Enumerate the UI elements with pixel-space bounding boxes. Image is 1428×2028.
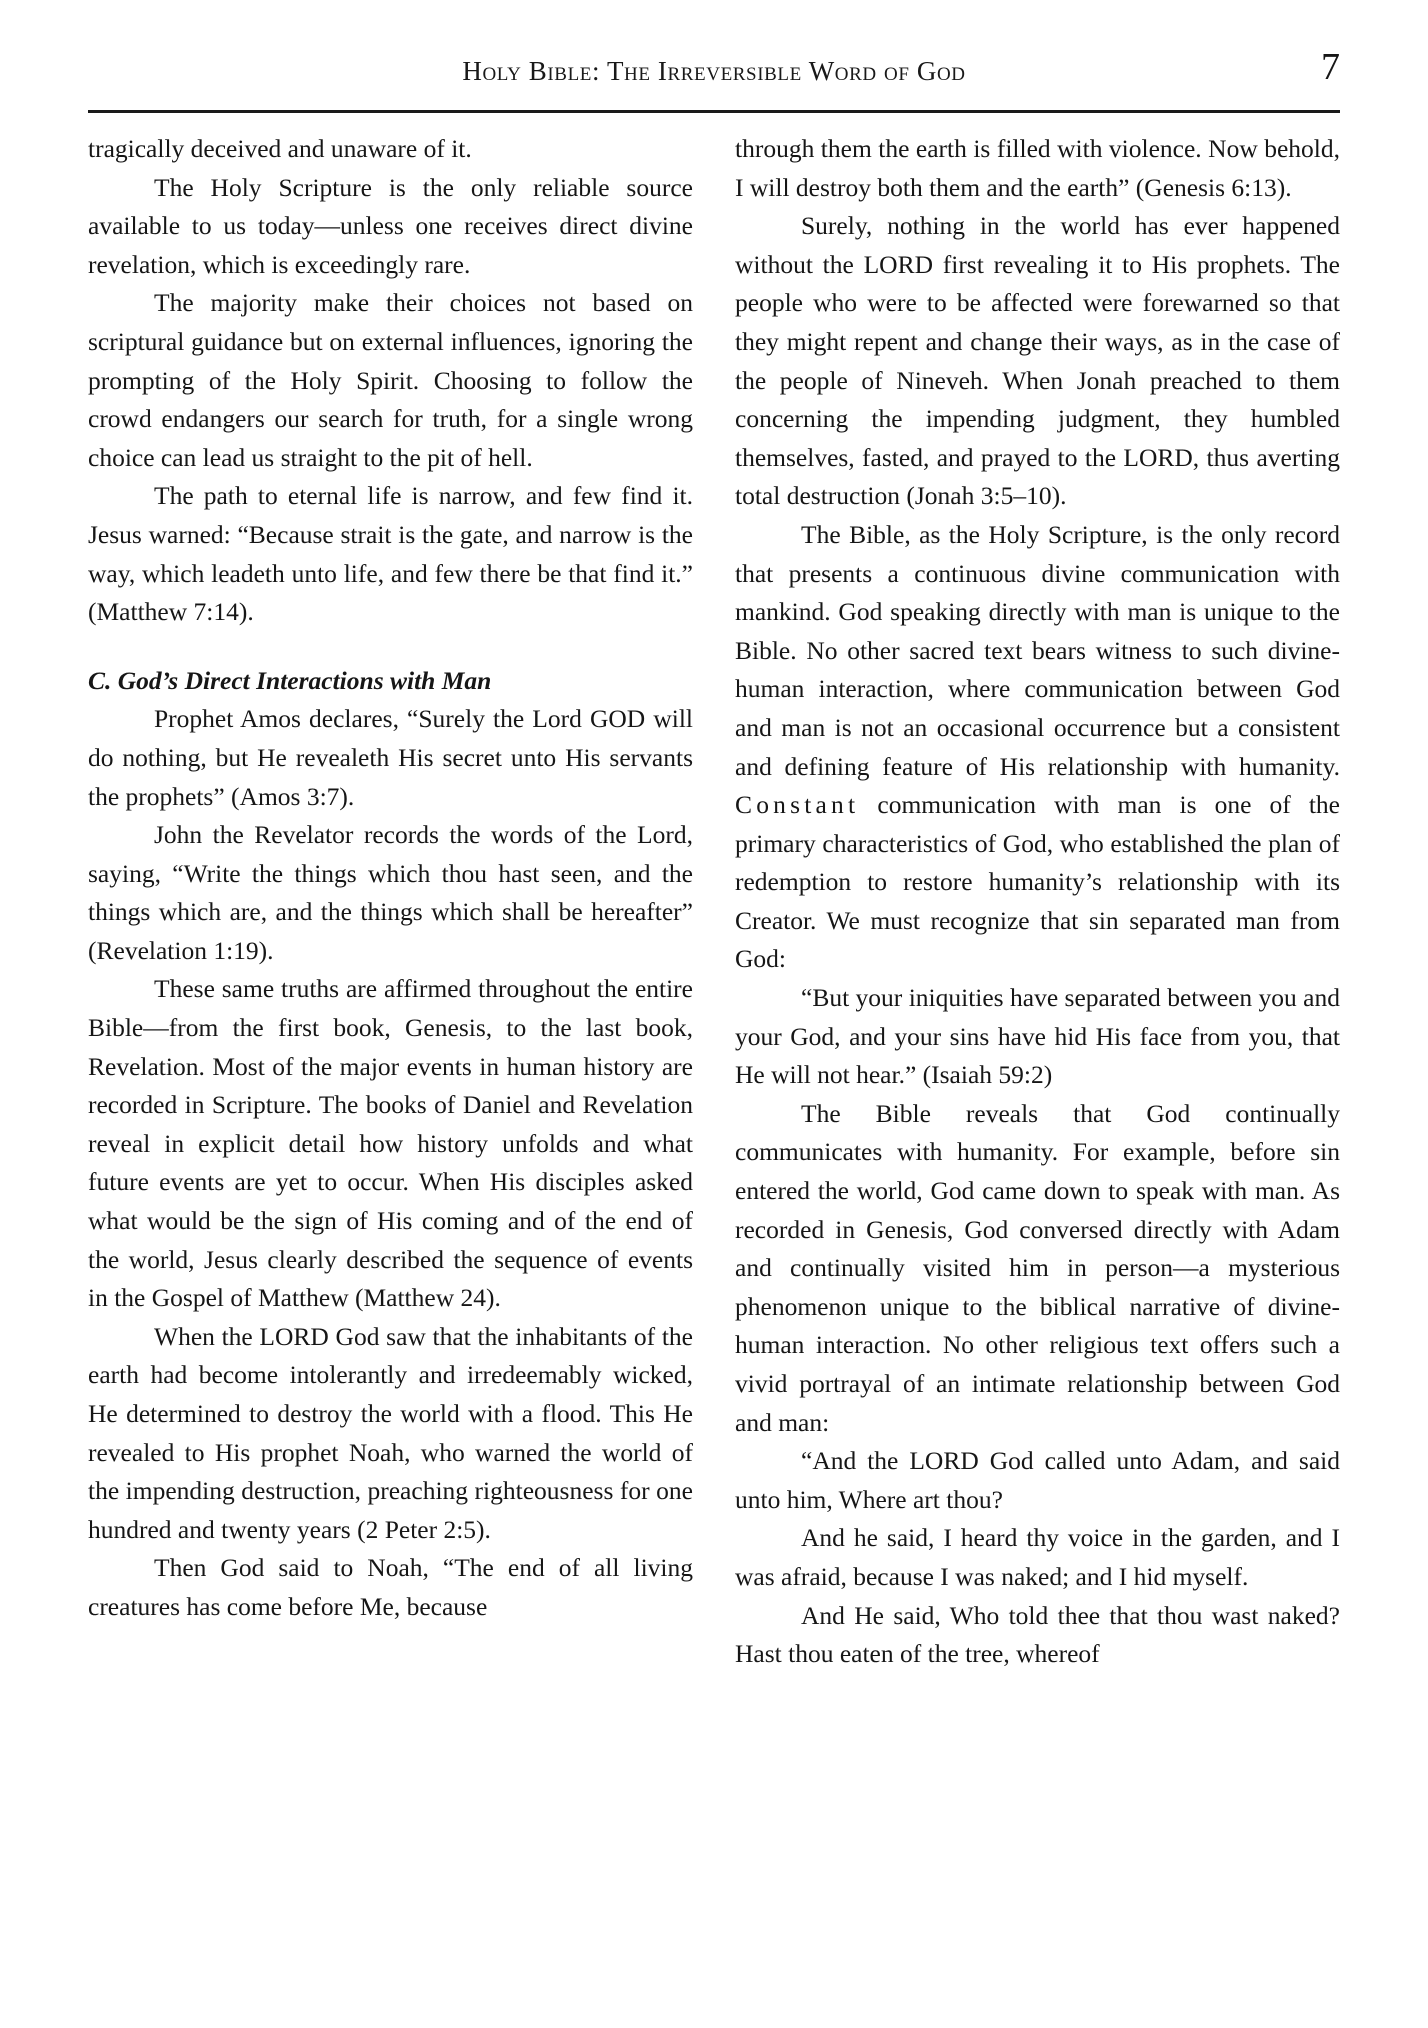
paragraph: The Holy Scripture is the only reliable source available to us today—unless one receives direct divine revelation, which is exceedingly rare.: [88, 172, 693, 279]
paragraph: tragically deceived and unaware of it.: [88, 134, 472, 163]
header-rule: [88, 110, 1340, 113]
paragraph: through them the earth is filled with violence. Now behold, I will destroy both them and the earth” (Genesis 6:13).: [735, 134, 1340, 202]
column-left: [88, 130, 693, 1968]
paragraph: Then God said to Noah, “The end of all living creatures has come before Me, because: [88, 1553, 693, 1621]
paragraph: When the LORD God saw that the inhabitants of the earth had become intolerantly and irredeemably wicked, He determined to destroy the world with a flood. This He revealed to His prophet Noah, who warned the world of the impending destruction, preaching righteousness for one hundred and twenty years (2 Peter 2:5).: [88, 1321, 693, 1544]
paragraph: “But your iniquities have separated between you and your God, and your sins have hid His face from you, that He will not hear.” (Isaiah 59:2): [735, 983, 1340, 1090]
paragraph: Surely, nothing in the world has ever happened without the LORD first revealing it to His prophets. The people who were to be affected were forewarned so that they might repent and change their ways, as in the case of the people of Nineveh. When Jonah preached to them concerning the impending judgment, they humbled themselves, fasted, and prayed to the LORD, thus averting total destruction (Jonah 3:5–10).: [735, 211, 1340, 511]
paragraph: “And the LORD God called unto Adam, and said unto him, Where art thou?: [735, 1446, 1340, 1514]
paragraph: John the Revelator records the words of the Lord, saying, “Write the things which thou hast seen, and the things which are, and the things which shall be hereafter” (Revelation 1:19).: [88, 820, 693, 965]
paragraph: The majority make their choices not based on scriptural guidance but on external influences, ignoring the prompting of the Holy Spirit. Choosing to follow the crowd endangers our search for truth, for a single wrong choice can lead us straight to the pit of hell.: [88, 288, 693, 472]
paragraph-with-tracked-word: [735, 516, 1340, 979]
page-number: 7: [1321, 46, 1340, 88]
body-columns: [88, 130, 1340, 1968]
paragraph: The Bible reveals that God continually communicates with humanity. For example, before sin entered the world, God came down to speak with man. As recorded in Genesis, God conversed directly with Adam and continually visited him in person—a mysterious phenomenon unique to the biblical narrative of divine-human interaction. No other religious text offers such a vivid portrayal of an intimate relationship between God and man:: [735, 1098, 1340, 1437]
paragraph: The path to eternal life is narrow, and few find it. Jesus warned: “Because strait is the gate, and narrow is the way, which leadeth unto life, and few there be that find it.” (Matthew 7:14).: [88, 481, 693, 627]
running-head: [88, 46, 1340, 100]
running-head-title: Holy Bible: The Irreversible Word of God: [462, 56, 966, 86]
paragraph-text-before-tracked: The Bible, as the Holy Scripture, is the only record that presents a continuous divine communication with mankind. God speaking directly with man is unique to the Bible. No other sacred text bears witness to such divine-human interaction, where communication between God and man is not an occasional occurrence but a consistent and defining feature of His relationship with humanity.: [735, 519, 1340, 781]
paragraph: And He said, Who told thee that thou wast naked? Hast thou eaten of the tree, whereof: [735, 1600, 1340, 1669]
section-heading: C. God’s Direct Interactions with Man: [88, 665, 492, 695]
tracked-word: Constant: [735, 790, 860, 820]
paragraph: These same truths are affirmed throughout the entire Bible—from the first book, Genesis, to the last book, Revelation. Most of the major events in human history are recorded in Scripture. The books of Daniel and Revelation reveal in explicit detail how history unfolds and what future events are yet to occur. When His disciples asked what would be the sign of His coming and of the end of the world, Jesus clearly described the sequence of events in the Gospel of Matthew (Matthew 24).: [88, 974, 693, 1313]
paragraph-text-after-tracked: communication with man is one of the primary characteristics of God, who established the plan of redemption to restore humanity’s relationship with its Creator. We must recognize that sin separated man from God:: [735, 790, 1340, 974]
paragraph: Prophet Amos declares, “Surely the Lord GOD will do nothing, but He revealeth His secret unto His servants the prophets” (Amos 3:7).: [88, 704, 693, 811]
column-right: [735, 130, 1340, 1968]
paragraph: And he said, I heard thy voice in the garden, and I was afraid, because I was naked; and I hid myself.: [735, 1523, 1340, 1591]
